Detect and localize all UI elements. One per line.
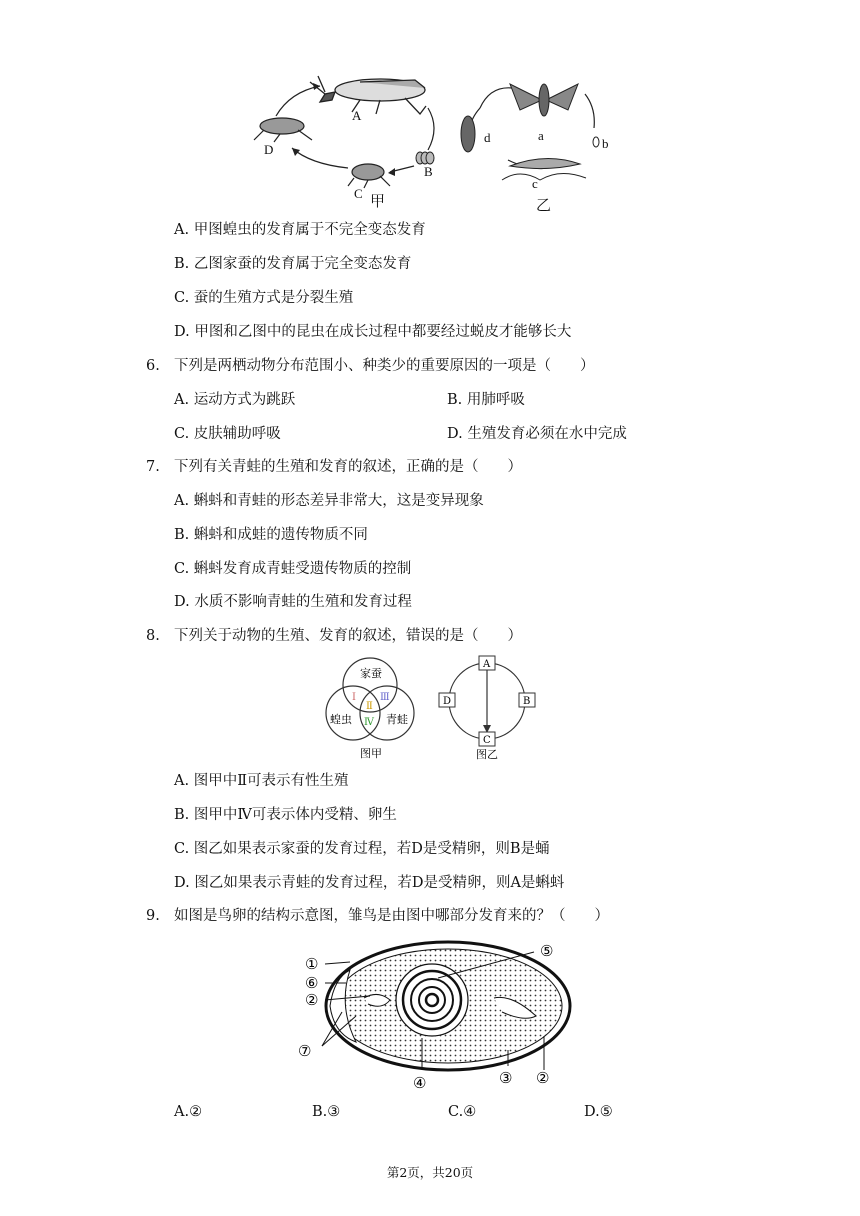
egg-label-2-right: ② (536, 1069, 550, 1087)
q9-option-d: D.⑤ (584, 1104, 613, 1120)
venn-region-2: Ⅱ (366, 701, 373, 712)
label-silk-d: d (484, 130, 491, 145)
q6-stem: 下列是两栖动物分布范围小、种类少的重要原因的一项是（ ） (174, 358, 595, 374)
cycle-arrow-c-d (292, 148, 348, 168)
venn-label-left: 蝗虫 (330, 713, 352, 726)
silk-pupa-drawing (461, 116, 475, 152)
egg-label-7: ⑦ (298, 1042, 312, 1060)
label-jia: 甲 (370, 194, 386, 210)
insect-life-cycle-figure (240, 68, 630, 216)
venn-region-1: Ⅰ (352, 692, 356, 703)
q6-option-d: D. 生殖发育必须在水中完成 (447, 426, 627, 442)
venn-region-4: Ⅳ (364, 717, 374, 728)
q6-option-b: B. 用肺呼吸 (447, 392, 525, 408)
egg-label-3: ③ (499, 1069, 513, 1087)
venn-region-3: Ⅲ (380, 692, 390, 703)
cycle-node-a: A (483, 659, 491, 670)
egg-label-2-left: ② (305, 991, 319, 1009)
q7-option-b: B. 蝌蚪和成蛙的遗传物质不同 (174, 527, 368, 543)
label-yi: 乙 (536, 198, 552, 214)
silk-egg-drawing (593, 137, 599, 147)
grasshopper-nymph-d-drawing (254, 118, 312, 142)
q5-option-b: B. 乙图家蚕的发育属于完全变态发育 (174, 256, 412, 272)
label-silk-b: b (602, 136, 609, 151)
q5-option-c: C. 蚕的生殖方式是分裂生殖 (174, 290, 354, 306)
q5-option-a: A. 甲图蝗虫的发育属于不完全变态发育 (174, 222, 426, 238)
cycle-node-b: B (523, 696, 531, 707)
bird-egg-diagram (298, 938, 578, 1098)
q8-option-a: A. 图甲中Ⅱ可表示有性生殖 (174, 773, 349, 789)
label-grasshopper-C: C (354, 186, 363, 201)
egg-label-4: ④ (413, 1074, 427, 1092)
q9-number: 9. (146, 908, 160, 924)
q7-option-a: A. 蝌蚪和青蛙的形态差异非常大，这是变异现象 (174, 493, 484, 509)
grasshopper-adult-drawing (310, 76, 426, 114)
venn-diagram (320, 655, 420, 761)
q9-option-c: C.④ (448, 1104, 477, 1120)
q8-option-b: B. 图甲中Ⅳ可表示体内受精、卵生 (174, 807, 397, 823)
label-grasshopper-B: B (424, 164, 433, 179)
silk-larva-drawing (502, 158, 586, 180)
venn-caption: 图甲 (360, 747, 382, 760)
q6-option-c: C. 皮肤辅助呼吸 (174, 426, 281, 442)
cycle-node-c: C (483, 735, 491, 746)
germinal-disc (426, 994, 438, 1006)
label-silk-a: a (538, 128, 544, 143)
grasshopper-nymph-c-drawing (348, 164, 390, 188)
venn-label-top: 家蚕 (360, 667, 382, 680)
label-grasshopper-D: D (264, 142, 274, 157)
cycle-caption: 图乙 (476, 748, 498, 761)
q8-stem: 下列关于动物的生殖、发育的叙述，错误的是（ ） (174, 628, 522, 644)
q9-stem: 如图是鸟卵的结构示意图，雏鸟是由图中哪部分发育来的？（ ） (174, 908, 609, 924)
q6-option-a: A. 运动方式为跳跃 (174, 392, 296, 408)
cycle-node-d: D (443, 696, 452, 707)
page-footer: 第2页，共20页 (386, 1165, 474, 1180)
q9-option-a: A.② (174, 1104, 203, 1120)
q8-option-d: D. 图乙如果表示青蛙的发育过程，若D是受精卵，则A是蝌蚪 (174, 875, 565, 891)
egg-label-5: ⑤ (540, 942, 554, 960)
q8-option-c: C. 图乙如果表示家蚕的发育过程，若D是受精卵，则B是蛹 (174, 841, 550, 857)
cycle-arrow-a-b (428, 108, 434, 150)
egg-label-1: ① (305, 955, 319, 973)
development-cycle-diagram (432, 655, 544, 761)
label-silk-c: c (532, 176, 538, 191)
cycle-arrow-d-a (276, 86, 320, 116)
q7-number: 7. (146, 459, 160, 475)
label-grasshopper-A: A (352, 108, 362, 123)
q6-number: 6. (146, 358, 160, 374)
grasshopper-egg-drawing (416, 152, 434, 164)
q7-stem: 下列有关青蛙的生殖和发育的叙述，正确的是（ ） (174, 459, 522, 475)
q8-number: 8. (146, 628, 160, 644)
q9-option-b: B.③ (312, 1104, 341, 1120)
q7-option-c: C. 蝌蚪发育成青蛙受遗传物质的控制 (174, 561, 412, 577)
egg-label-6: ⑥ (305, 974, 319, 992)
silk-moth-drawing (510, 84, 578, 116)
q5-option-d: D. 甲图和乙图中的昆虫在成长过程中都要经过蜕皮才能够长大 (174, 324, 572, 340)
venn-label-right: 青蛙 (386, 713, 408, 726)
q7-option-d: D. 水质不影响青蛙的生殖和发育过程 (174, 594, 412, 610)
